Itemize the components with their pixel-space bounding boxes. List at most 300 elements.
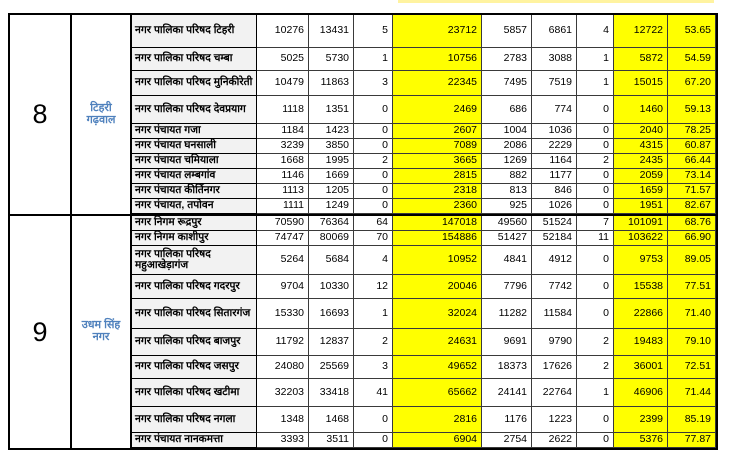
value-cell <box>668 299 716 329</box>
value-cell <box>309 199 354 214</box>
value-cell <box>668 246 716 275</box>
value-cell-label: 5872 <box>639 52 663 65</box>
value-cell-label: 85.19 <box>684 412 711 425</box>
value-cell-label: 3393 <box>280 433 304 446</box>
district-name-label: उधम सिंह नगर <box>81 319 121 343</box>
value-cell <box>257 379 309 407</box>
value-cell-label: 2 <box>382 335 388 348</box>
value-cell <box>354 216 393 231</box>
value-cell-label: 1668 <box>280 154 304 167</box>
value-cell <box>482 139 532 154</box>
value-cell <box>614 231 668 246</box>
value-cell-label: 0 <box>603 102 609 115</box>
value-cell-label: 0 <box>603 253 609 266</box>
value-cell <box>309 216 354 231</box>
value-cell-label: 79.10 <box>684 335 711 348</box>
value-cell <box>354 231 393 246</box>
value-cell-label: 60.87 <box>684 139 711 152</box>
value-cell <box>354 124 393 139</box>
value-cell <box>614 96 668 124</box>
value-cell-label: 51524 <box>542 216 572 229</box>
value-cell-label: 0 <box>382 102 388 115</box>
value-cell <box>354 139 393 154</box>
value-cell-label: 0 <box>603 199 609 212</box>
value-cell-label: 1 <box>603 52 609 65</box>
value-cell <box>257 329 309 356</box>
value-cell <box>482 199 532 214</box>
value-cell <box>482 169 532 184</box>
table-row-name <box>132 379 257 407</box>
value-cell-label: 686 <box>509 102 527 115</box>
value-cell <box>532 356 577 379</box>
value-cell <box>577 184 614 199</box>
value-cell <box>354 154 393 169</box>
value-cell-label: 12722 <box>633 24 663 37</box>
value-cell <box>354 184 393 199</box>
value-cell-label: 46906 <box>633 385 663 398</box>
value-cell <box>257 199 309 214</box>
ulb-name-cell-label: नगर पालिका परिषद चम्बा <box>135 52 233 65</box>
value-cell-label: 66.44 <box>684 154 711 167</box>
value-cell <box>309 231 354 246</box>
value-cell-label: 1118 <box>282 102 304 115</box>
value-cell <box>393 407 482 433</box>
ulb-name-cell-label: नगर पंचायत कीर्तिनगर <box>135 184 220 197</box>
value-cell <box>257 124 309 139</box>
value-cell-label: 1146 <box>281 169 304 182</box>
value-cell-label: 1164 <box>549 154 572 167</box>
value-cell-label: 2040 <box>639 124 663 137</box>
table-row-name <box>132 139 257 154</box>
table-row-name <box>132 96 257 124</box>
value-cell <box>354 433 393 448</box>
value-cell <box>577 139 614 154</box>
value-cell-label: 54.59 <box>684 52 711 65</box>
value-cell-label: 19483 <box>633 335 663 348</box>
value-cell-label: 71.40 <box>684 306 711 319</box>
value-cell-label: 0 <box>603 184 609 197</box>
value-cell-label: 813 <box>509 184 527 197</box>
ulb-name-cell-label: नगर पालिका परिषद देवप्रयाग <box>135 102 246 115</box>
value-cell <box>577 199 614 214</box>
value-cell <box>309 299 354 329</box>
value-cell-label: 1113 <box>282 184 304 197</box>
value-cell-label: 1 <box>603 385 609 398</box>
ulb-name-cell-label: नगर पंचायत घनसाली <box>135 139 216 152</box>
value-cell-label: 1348 <box>280 412 304 425</box>
value-cell-label: 1 <box>382 52 388 65</box>
value-cell <box>354 71 393 96</box>
value-cell <box>257 299 309 329</box>
ulb-name-cell-label: नगर पंचायत गजा <box>135 124 201 137</box>
value-cell <box>393 71 482 96</box>
ulb-name-cell-label: नगर पंचायत लम्बगांव <box>135 169 216 182</box>
value-cell-label: 1269 <box>503 154 527 167</box>
value-cell-label: 11 <box>598 231 609 244</box>
value-cell-label: 1004 <box>503 124 527 137</box>
value-cell <box>614 379 668 407</box>
value-cell <box>393 231 482 246</box>
value-cell <box>354 275 393 299</box>
value-cell-label: 22866 <box>633 306 663 319</box>
value-cell-label: 65662 <box>447 385 477 398</box>
value-cell <box>577 96 614 124</box>
value-cell-label: 3 <box>382 360 388 373</box>
value-cell <box>577 169 614 184</box>
value-cell <box>577 246 614 275</box>
value-cell <box>354 407 393 433</box>
value-cell <box>393 356 482 379</box>
value-cell <box>354 329 393 356</box>
value-cell-label: 36001 <box>633 360 663 373</box>
value-cell-label: 15538 <box>633 279 663 292</box>
value-cell-label: 0 <box>603 279 609 292</box>
value-cell <box>482 96 532 124</box>
value-cell-label: 2435 <box>639 154 663 167</box>
value-cell-label: 1036 <box>548 124 572 137</box>
value-cell-label: 10952 <box>447 253 477 266</box>
value-cell-label: 154886 <box>441 231 477 244</box>
value-cell-label: 1468 <box>325 412 349 425</box>
value-cell <box>393 184 482 199</box>
table-row-name <box>132 246 257 275</box>
value-cell-label: 1460 <box>639 102 663 115</box>
value-cell-label: 846 <box>554 184 572 197</box>
value-cell-label: 1423 <box>325 124 349 137</box>
value-cell <box>532 299 577 329</box>
value-cell <box>577 15 614 48</box>
value-cell <box>532 199 577 214</box>
value-cell <box>482 379 532 407</box>
value-cell-label: 0 <box>603 139 609 152</box>
value-cell <box>532 379 577 407</box>
value-cell <box>668 184 716 199</box>
table-row-name <box>132 184 257 199</box>
value-cell <box>309 154 354 169</box>
value-cell <box>309 275 354 299</box>
value-cell <box>354 199 393 214</box>
value-cell <box>482 184 532 199</box>
value-cell <box>668 71 716 96</box>
value-cell-label: 0 <box>382 169 388 182</box>
value-cell <box>257 139 309 154</box>
value-cell <box>614 139 668 154</box>
value-cell-label: 66.90 <box>684 231 711 244</box>
value-cell <box>393 433 482 448</box>
value-cell <box>482 329 532 356</box>
value-cell-label: 77.51 <box>684 279 711 292</box>
value-cell-label: 3850 <box>325 139 349 152</box>
value-cell-label: 3665 <box>453 154 477 167</box>
value-cell <box>482 216 532 231</box>
value-cell <box>309 169 354 184</box>
value-cell-label: 2229 <box>548 139 572 152</box>
value-cell <box>577 433 614 448</box>
value-cell-label: 774 <box>554 102 572 115</box>
value-cell-label: 67.20 <box>684 76 711 89</box>
value-cell <box>354 15 393 48</box>
value-cell-label: 78.25 <box>684 124 711 137</box>
value-cell-label: 89.05 <box>684 253 711 266</box>
value-cell-label: 71.44 <box>684 385 711 398</box>
value-cell-label: 51427 <box>497 231 527 244</box>
value-cell-label: 49652 <box>447 360 477 373</box>
value-cell <box>577 154 614 169</box>
value-cell <box>309 48 354 71</box>
value-cell-label: 0 <box>603 169 609 182</box>
value-cell-label: 0 <box>382 124 388 137</box>
value-cell <box>614 407 668 433</box>
value-cell-label: 17626 <box>542 360 572 373</box>
value-cell <box>668 407 716 433</box>
value-cell-label: 5025 <box>280 52 304 65</box>
value-cell <box>668 433 716 448</box>
value-cell-label: 2754 <box>503 433 527 446</box>
value-cell <box>309 139 354 154</box>
value-cell <box>614 246 668 275</box>
value-cell <box>393 154 482 169</box>
value-cell <box>354 96 393 124</box>
value-cell-label: 15015 <box>633 76 663 89</box>
value-cell-label: 1 <box>603 76 609 89</box>
value-cell <box>614 356 668 379</box>
ulb-name-cell-label: नगर पालिका परिषद सितारगंज <box>135 306 251 319</box>
value-cell-label: 5730 <box>325 52 349 65</box>
previous-row-partial-sliver <box>398 0 714 3</box>
value-cell <box>257 246 309 275</box>
value-cell-label: 2399 <box>639 412 663 425</box>
value-cell-label: 68.76 <box>684 216 711 229</box>
value-cell-label: 4 <box>382 253 388 266</box>
value-cell <box>257 154 309 169</box>
value-cell-label: 882 <box>509 169 527 182</box>
value-cell-label: 9790 <box>548 335 572 348</box>
value-cell <box>393 199 482 214</box>
value-cell-label: 2 <box>603 360 609 373</box>
value-cell-label: 5684 <box>325 253 349 266</box>
value-cell <box>393 299 482 329</box>
table-row-name <box>132 329 257 356</box>
value-cell <box>482 246 532 275</box>
value-cell <box>309 184 354 199</box>
value-cell <box>668 329 716 356</box>
value-cell <box>482 124 532 139</box>
value-cell <box>668 96 716 124</box>
value-cell-label: 72.51 <box>684 360 711 373</box>
value-cell <box>393 275 482 299</box>
value-cell-label: 3088 <box>548 52 572 65</box>
value-cell <box>393 246 482 275</box>
value-cell-label: 53.65 <box>684 24 711 37</box>
value-cell <box>668 124 716 139</box>
value-cell-label: 2360 <box>453 199 477 212</box>
value-cell-label: 1669 <box>325 169 349 182</box>
ulb-name-cell-label: नगर पालिका परिषद बाजपुर <box>135 335 241 348</box>
ulb-name-cell-label: नगर पालिका परिषद महुआखेड़ागंज <box>135 247 211 271</box>
value-cell-label: 11282 <box>498 306 527 319</box>
value-cell <box>614 154 668 169</box>
ulb-name-cell-label: नगर पालिका परिषद मुनिकीरेती <box>135 76 253 89</box>
value-cell-label: 11584 <box>543 306 572 319</box>
value-cell <box>532 407 577 433</box>
value-cell <box>532 48 577 71</box>
value-cell <box>668 48 716 71</box>
table-row-name <box>132 407 257 433</box>
value-cell <box>309 407 354 433</box>
district-name <box>72 216 132 448</box>
table-row-name <box>132 169 257 184</box>
value-cell <box>354 48 393 71</box>
value-cell <box>482 48 532 71</box>
value-cell-label: 7796 <box>503 279 527 292</box>
value-cell-label: 7089 <box>453 139 477 152</box>
value-cell-label: 1026 <box>548 199 572 212</box>
value-cell-label: 2783 <box>503 52 527 65</box>
value-cell <box>614 299 668 329</box>
value-cell-label: 3 <box>382 76 388 89</box>
value-cell-label: 7 <box>603 216 609 229</box>
value-cell-label: 13431 <box>319 24 349 37</box>
value-cell-label: 1177 <box>549 169 572 182</box>
value-cell <box>668 169 716 184</box>
value-cell-label: 71.57 <box>684 184 711 197</box>
value-cell-label: 22764 <box>542 385 572 398</box>
value-cell-label: 2622 <box>548 433 572 446</box>
value-cell-label: 10479 <box>274 76 304 89</box>
value-cell <box>668 15 716 48</box>
value-cell-label: 3239 <box>280 139 304 152</box>
district-name-label: टिहरी गढ़वाल <box>86 101 116 126</box>
value-cell-label: 32024 <box>447 306 477 319</box>
ulb-name-cell-label: नगर निगम काशीपुर <box>135 231 209 244</box>
value-cell <box>577 71 614 96</box>
value-cell <box>393 169 482 184</box>
value-cell <box>532 169 577 184</box>
value-cell <box>532 71 577 96</box>
value-cell <box>257 184 309 199</box>
value-cell-label: 1223 <box>548 412 572 425</box>
value-cell <box>577 407 614 433</box>
value-cell-label: 1205 <box>325 184 349 197</box>
table-row-name <box>132 356 257 379</box>
value-cell-label: 9753 <box>639 253 663 266</box>
value-cell-label: 0 <box>603 412 609 425</box>
value-cell <box>257 433 309 448</box>
value-cell <box>309 433 354 448</box>
value-cell-label: 77.87 <box>684 433 711 446</box>
value-cell <box>577 379 614 407</box>
district-name <box>72 15 132 214</box>
value-cell <box>532 433 577 448</box>
value-cell <box>668 154 716 169</box>
district-serial-number <box>10 216 72 448</box>
value-cell <box>532 139 577 154</box>
value-cell-label: 82.67 <box>684 199 711 212</box>
value-cell <box>393 96 482 124</box>
ulb-name-cell-label: नगर पंचायत, तपोवन <box>135 199 214 212</box>
table-row-name <box>132 216 257 231</box>
value-cell-label: 1995 <box>325 154 349 167</box>
value-cell-label: 2469 <box>453 102 477 115</box>
value-cell-label: 49560 <box>497 216 527 229</box>
value-cell <box>354 246 393 275</box>
value-cell-label: 7742 <box>548 279 572 292</box>
value-cell <box>393 329 482 356</box>
value-cell-label: 33418 <box>319 385 349 398</box>
value-cell <box>257 407 309 433</box>
value-cell-label: 2086 <box>503 139 527 152</box>
value-cell <box>354 169 393 184</box>
value-cell-label: 73.14 <box>684 169 711 182</box>
value-cell <box>577 329 614 356</box>
value-cell <box>482 15 532 48</box>
value-cell-label: 15330 <box>274 306 304 319</box>
value-cell <box>482 275 532 299</box>
value-cell-label: 24631 <box>447 335 477 348</box>
value-cell <box>577 275 614 299</box>
value-cell <box>393 124 482 139</box>
value-cell-label: 24080 <box>274 360 304 373</box>
value-cell-label: 0 <box>382 139 388 152</box>
value-cell <box>482 356 532 379</box>
table-row-name <box>132 124 257 139</box>
value-cell-label: 11863 <box>320 76 349 89</box>
value-cell <box>482 231 532 246</box>
value-cell-label: 2 <box>603 335 609 348</box>
value-cell-label: 147018 <box>441 216 477 229</box>
value-cell-label: 11792 <box>275 335 304 348</box>
district-section-8 <box>8 13 718 216</box>
value-cell-label: 2 <box>603 154 609 167</box>
value-cell <box>393 139 482 154</box>
value-cell-label: 101091 <box>627 216 663 229</box>
value-cell <box>668 379 716 407</box>
table-row-name <box>132 275 257 299</box>
value-cell <box>614 71 668 96</box>
value-cell <box>393 15 482 48</box>
value-cell <box>577 231 614 246</box>
value-cell <box>532 246 577 275</box>
value-cell <box>257 15 309 48</box>
value-cell <box>257 275 309 299</box>
value-cell <box>393 48 482 71</box>
value-cell-label: 103622 <box>627 231 663 244</box>
value-cell <box>309 246 354 275</box>
district-serial-number-label: 8 <box>32 99 48 130</box>
value-cell-label: 10756 <box>447 52 477 65</box>
value-cell-label: 6861 <box>548 24 572 37</box>
table-row-name <box>132 231 257 246</box>
value-cell-label: 16693 <box>319 306 349 319</box>
value-cell <box>309 379 354 407</box>
value-cell-label: 5376 <box>639 433 663 446</box>
value-cell <box>668 231 716 246</box>
value-cell-label: 4 <box>603 24 609 37</box>
value-cell-label: 1 <box>382 306 388 319</box>
value-cell <box>577 124 614 139</box>
value-cell-label: 0 <box>603 306 609 319</box>
value-cell-label: 76364 <box>319 216 349 229</box>
value-cell-label: 20046 <box>447 279 477 292</box>
ulb-name-cell-label: नगर पंचायत नानकमत्ता <box>135 433 223 446</box>
value-cell-label: 10276 <box>274 24 304 37</box>
value-cell <box>614 216 668 231</box>
value-cell-label: 32203 <box>274 385 304 398</box>
value-cell <box>532 275 577 299</box>
value-cell-label: 9704 <box>280 279 304 292</box>
value-cell-label: 1951 <box>639 199 663 212</box>
value-cell <box>532 154 577 169</box>
